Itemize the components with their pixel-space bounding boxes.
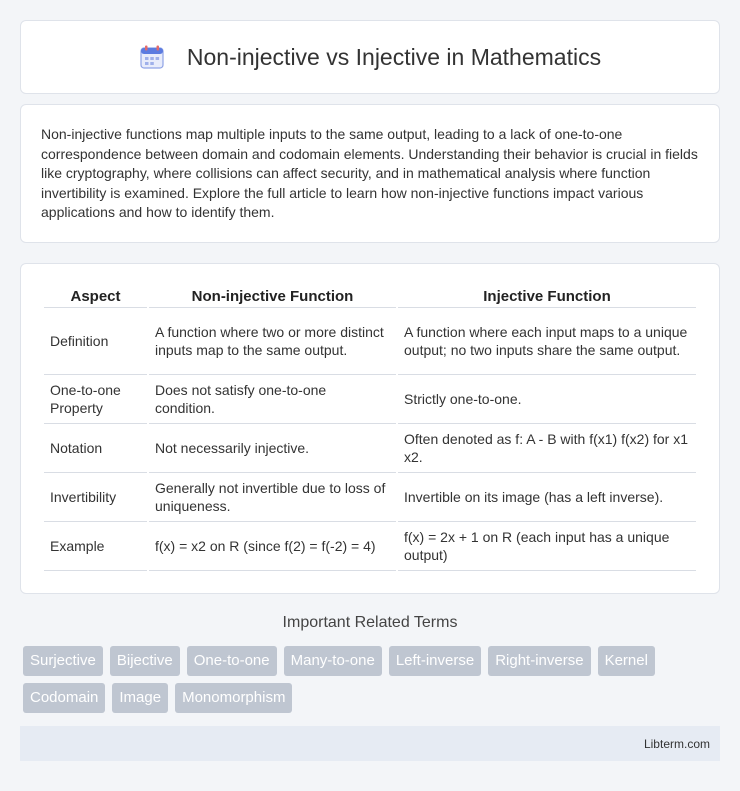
footer-site-link[interactable]: Libterm.com xyxy=(643,736,710,751)
tag-codomain[interactable]: Codomain xyxy=(23,683,105,713)
table-cell-aspect: Notation xyxy=(44,424,147,473)
table-cell: Generally not invertible due to loss of uniqueness. xyxy=(149,473,396,522)
tag-bijective[interactable]: Bijective xyxy=(110,646,180,676)
table-cell: Strictly one-to-one. xyxy=(398,375,696,424)
table-row xyxy=(44,375,696,424)
table-cell: f(x) = x2 on R (since f(2) = f(-2) = 4) xyxy=(149,522,396,571)
table-cell: f(x) = 2x + 1 on R (each input has a unique output) xyxy=(398,522,696,571)
table-row xyxy=(44,522,696,571)
table-cell: A function where each input maps to a unique output; no two inputs share the same output. xyxy=(398,308,696,375)
tag-kernel[interactable]: Kernel xyxy=(598,646,655,676)
table-row xyxy=(44,473,696,522)
intro-card xyxy=(20,104,720,243)
related-terms-title: Important Related Terms xyxy=(282,614,458,631)
table-cell: A function where two or more distinct inputs map to the same output. xyxy=(149,308,396,375)
tag-left-inverse[interactable]: Left-inverse xyxy=(389,646,481,676)
comparison-table xyxy=(42,284,698,571)
tag-one-to-one[interactable]: One-to-one xyxy=(187,646,277,676)
table-cell-aspect: One-to-one Property xyxy=(44,375,147,424)
tag-right-inverse[interactable]: Right-inverse xyxy=(488,646,590,676)
table-cell-aspect: Definition xyxy=(44,308,147,375)
intro-text: Non-injective functions map multiple inputs to the same output, leading to a lack of one-to-one correspondence between domain and codomain elements. Understanding their behavior is crucial in fields like cryptography, where collisions can affect security, and in mathematical analysis where function invertibility is examined. Explore the full article to learn how non-injective functions impact various applications and how to identify them. xyxy=(41,126,698,220)
table-row xyxy=(44,424,696,473)
footer xyxy=(20,726,720,761)
related-terms-list xyxy=(23,646,723,720)
tag-surjective[interactable]: Surjective xyxy=(23,646,103,676)
table-row xyxy=(44,308,696,375)
column-header: Non-injective Function xyxy=(149,284,396,308)
tag-monomorphism[interactable]: Monomorphism xyxy=(175,683,292,713)
header-card xyxy=(20,20,720,94)
column-header: Aspect xyxy=(44,284,147,308)
page-title: Non-injective vs Injective in Mathematics xyxy=(186,43,602,70)
table-cell: Often denoted as f: A - B with f(x1) f(x2) for x1 x2. xyxy=(398,424,696,473)
table-cell-aspect: Example xyxy=(44,522,147,571)
table-cell: Invertible on its image (has a left inverse). xyxy=(398,473,696,522)
calendar-icon xyxy=(139,44,165,70)
table-cell-aspect: Invertibility xyxy=(44,473,147,522)
table-cell: Does not satisfy one-to-one condition. xyxy=(149,375,396,424)
comparison-table-card xyxy=(20,263,720,594)
tag-image[interactable]: Image xyxy=(112,683,168,713)
tag-many-to-one[interactable]: Many-to-one xyxy=(284,646,382,676)
column-header: Injective Function xyxy=(398,284,696,308)
table-cell: Not necessarily injective. xyxy=(149,424,396,473)
table-header-row xyxy=(44,284,696,308)
